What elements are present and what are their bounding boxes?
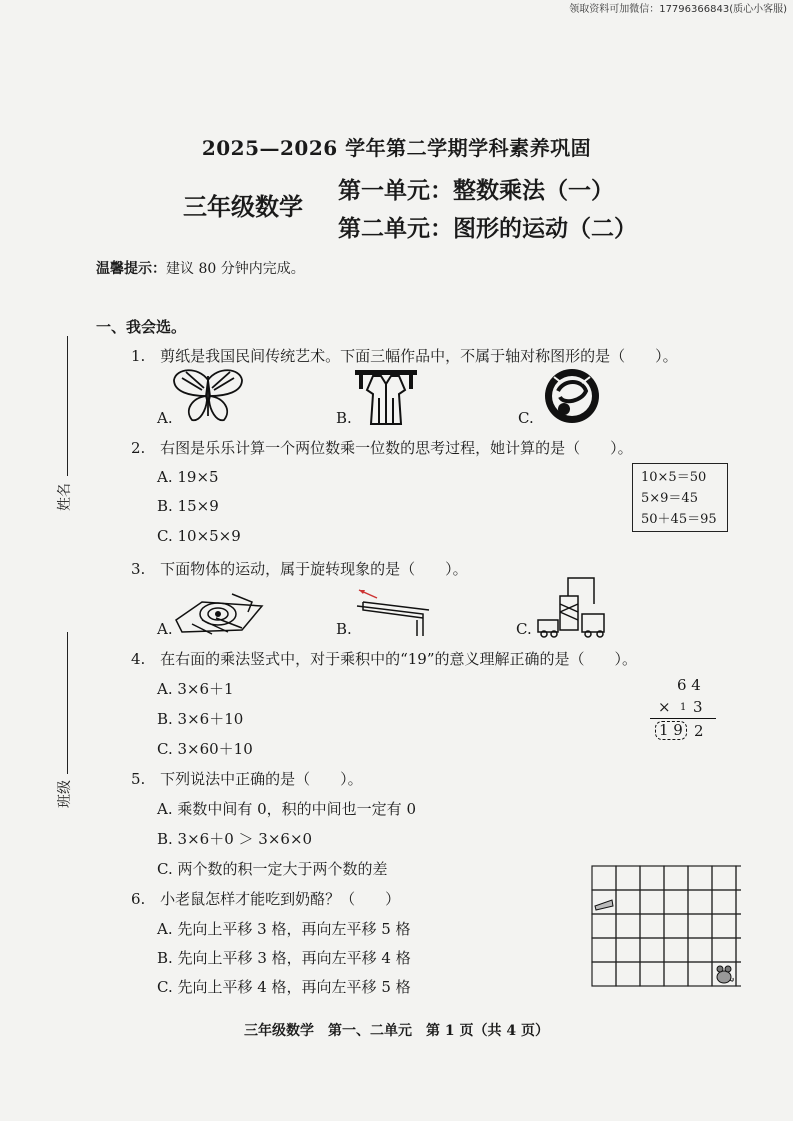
- class-label: 班级: [57, 780, 73, 808]
- grid-cell: [736, 962, 741, 986]
- grid-cell: [736, 890, 741, 914]
- grid-cell: [712, 914, 736, 938]
- q5-option-a: A. 乘数中间有 0，积的中间也一定有 0: [157, 800, 416, 818]
- q5-option-c: C. 两个数的积一定大于两个数的差: [157, 860, 388, 878]
- grid-cell: [736, 866, 741, 890]
- grid-cell: [592, 938, 616, 962]
- grid-cell: [640, 914, 664, 938]
- q4-option-a: A. 3×6＋1: [157, 680, 234, 698]
- dragon-papercut-image: [542, 367, 602, 425]
- grid-cell: [592, 914, 616, 938]
- q2-option-b: B. 15×9: [157, 497, 219, 515]
- question-text: 小老鼠怎样才能吃到奶酪？（ ）: [160, 890, 401, 908]
- result-line: [650, 718, 716, 719]
- question-number: 5.: [131, 770, 146, 788]
- q3-option-b: B.: [336, 620, 352, 638]
- times-sign: ×: [658, 698, 671, 716]
- grid-cell: [616, 938, 640, 962]
- question-text: 下列说法中正确的是（ ）。: [160, 770, 363, 788]
- question-4: [131, 648, 637, 669]
- grid-cell: [736, 938, 741, 962]
- grid-cell: [688, 866, 712, 890]
- grid-cell: [664, 938, 688, 962]
- grid-cell: [688, 890, 712, 914]
- q1-option-a: A.: [157, 409, 173, 427]
- grid-cell: [616, 914, 640, 938]
- question-text: 剪纸是我国民间传统艺术。下面三幅作品中，不属于轴对称图形的是（ ）。: [160, 347, 678, 365]
- calc-line: 5×9＝45: [641, 491, 698, 506]
- vertical-multiplication: [650, 676, 720, 746]
- carry-digit: 1: [680, 702, 687, 713]
- tip-label: 温馨提示：: [96, 261, 166, 277]
- grid-cell: [688, 962, 712, 986]
- q3-option-a: A.: [157, 620, 173, 638]
- grid-cell: [664, 866, 688, 890]
- name-label: 姓名: [57, 483, 73, 511]
- grid-cell: [688, 938, 712, 962]
- grid-cell: [664, 890, 688, 914]
- grid-cell: [640, 962, 664, 986]
- grid-cell: [664, 914, 688, 938]
- q6-option-c: C. 先向上平移 4 格，再向左平移 5 格: [157, 978, 411, 996]
- crane-image: [534, 574, 610, 638]
- q4-option-b: B. 3×6＋10: [157, 710, 244, 728]
- page-footer: 三年级数学 第一、二单元 第 1 页（共 4 页）: [244, 1023, 549, 1039]
- section-title: 一、我会选。: [96, 318, 187, 336]
- question-number: 1.: [131, 347, 146, 365]
- butterfly-papercut-image: [172, 366, 244, 424]
- q6-option-a: A. 先向上平移 3 格，再向左平移 5 格: [157, 920, 411, 938]
- question-text: 下面物体的运动，属于旋转现象的是（ ）。: [160, 560, 468, 578]
- grid-cell: [712, 866, 736, 890]
- grid-cell: [712, 938, 736, 962]
- q3-option-c: C.: [516, 620, 532, 638]
- sliding-drawer-image: [353, 584, 433, 638]
- name-line: [67, 336, 68, 476]
- product-last-digit: 2: [694, 722, 704, 740]
- question-number: 2.: [131, 439, 146, 457]
- movement-grid: [591, 865, 741, 993]
- cheese-icon: [595, 900, 613, 910]
- grid-cell: [664, 962, 688, 986]
- calculation-box: [632, 463, 728, 532]
- tip-text: 建议 80 分钟内完成。: [166, 261, 305, 277]
- calc-line: 50＋45＝95: [641, 512, 717, 527]
- calc-line: 10×5＝50: [641, 470, 707, 485]
- grid-cell: [616, 962, 640, 986]
- q1-option-c: C.: [518, 409, 534, 427]
- grid-cell: [592, 962, 616, 986]
- q4-option-c: C. 3×60＋10: [157, 740, 253, 758]
- dress-papercut-image: [355, 368, 417, 426]
- q1-option-b: B.: [336, 409, 352, 427]
- question-text: 在右面的乘法竖式中，对于乘积中的“19”的意义理解正确的是（ ）。: [160, 650, 638, 668]
- grid-cell: [640, 938, 664, 962]
- q2-option-a: A. 19×5: [157, 468, 219, 486]
- multiplicand: 6 4: [677, 676, 701, 694]
- question-number: 4.: [131, 650, 146, 668]
- q2-option-c: C. 10×5×9: [157, 527, 241, 545]
- unit1-title: 第一单元：整数乘法（一）: [338, 177, 614, 204]
- class-line: [67, 632, 68, 774]
- question-2: [131, 437, 633, 458]
- sewing-machine-image: [172, 584, 264, 636]
- unit2-title: 第二单元：图形的运动（二）: [338, 215, 637, 242]
- subject-title: 三年级数学: [183, 192, 303, 221]
- grid-cell: [736, 914, 741, 938]
- grid-cell: [616, 890, 640, 914]
- watermark: 领取资料可加微信：17796366843(质心小客服): [569, 4, 787, 15]
- question-3: [131, 558, 468, 579]
- grid-cell: [640, 890, 664, 914]
- grid-cell: [712, 890, 736, 914]
- grid-cell: [616, 866, 640, 890]
- tip: [96, 258, 305, 278]
- mouse-icon: [717, 966, 733, 983]
- question-1: [131, 345, 678, 366]
- q5-option-b: B. 3×6＋0 ＞ 3×6×0: [157, 830, 313, 848]
- grid-cell: [640, 866, 664, 890]
- boxed-partial-product: 1 9: [655, 721, 687, 740]
- question-number: 3.: [131, 560, 146, 578]
- multiplier: 3: [693, 698, 703, 716]
- page-title: 2025—2026 学年第二学期学科素养巩固: [201, 136, 592, 160]
- q6-option-b: B. 先向上平移 3 格，再向左平移 4 格: [157, 949, 411, 967]
- question-5: [131, 768, 363, 789]
- question-number: 6.: [131, 890, 146, 908]
- grid-cell: [592, 866, 616, 890]
- question-6: [131, 888, 400, 909]
- question-text: 右图是乐乐计算一个两位数乘一位数的思考过程，她计算的是（ ）。: [160, 439, 633, 457]
- grid-cell: [688, 914, 712, 938]
